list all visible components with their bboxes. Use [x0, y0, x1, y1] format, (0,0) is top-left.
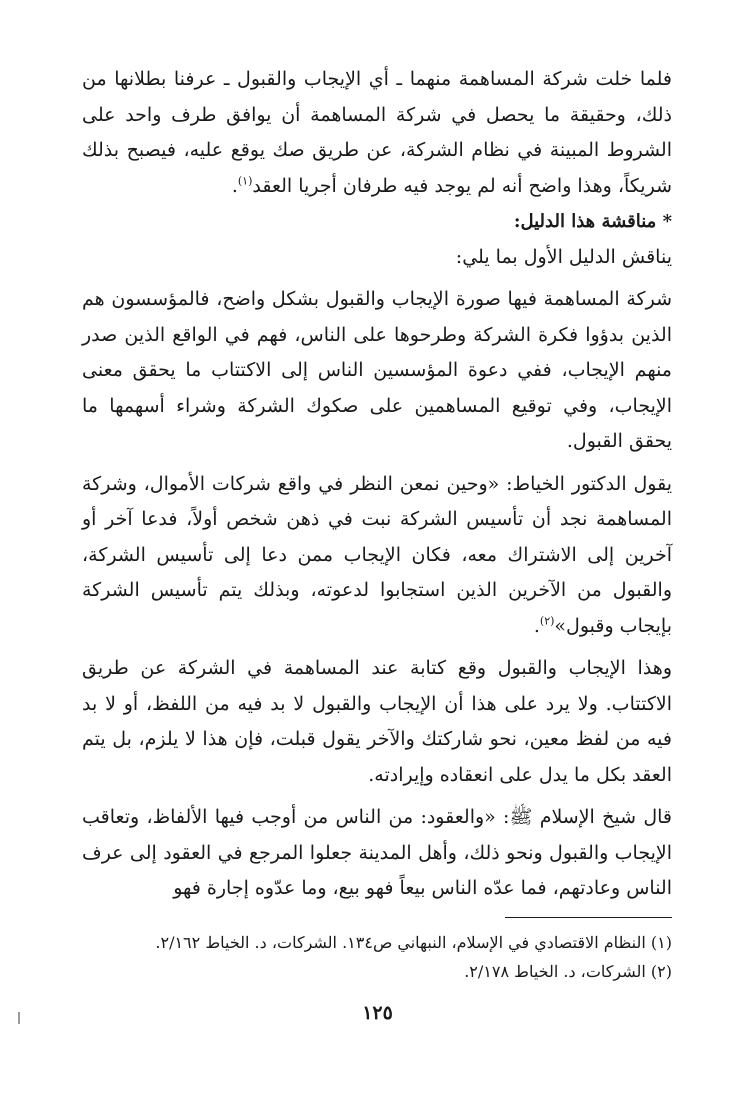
- paragraph-6: قال شيخ الإسلام ﷺ: «والعقود: من الناس من أوجب فيها الألفاظ، وتعاقب الإيجاب والقبول ونحو ذلك، وأهل المدينة جعلوا المرجع في العقود إلى عرف الناس وعادتهم، فما عدّه الناس بيعاً فهو بيع، وما عدّوه إجارة فهو: [82, 806, 672, 899]
- section-heading: * مناقشة هذا الدليل:: [513, 211, 672, 232]
- paragraph-5: وهذا الإيجاب والقبول وقع كتابة عند المساهمة في الشركة عن طريق الاكتتاب. ولا يرد على هذا أن الإيجاب والقبول لا بد فيه من اللفظ، أو لا بد فيه من لفظ معين، نحو شاركتك والآخر يقول قبلت، فإن هذا لا يلزم، بل يتم العقد بكل ما يدل على انعقاده وإيرادته.: [82, 657, 672, 786]
- footnotes: [82, 928, 672, 986]
- footnote-ref-2: (٢): [539, 614, 555, 628]
- footnote-ref-1: (١): [237, 174, 253, 188]
- paragraph-1-text: فلما خلت شركة المساهمة منهما ـ أي الإيجاب والقبول ـ عرفنا بطلانها من ذلك، وحقيقة ما يحصل في شركة المساهمة أن يوافق طرف واحد على الشروط المبينة في نظام الشركة، عن طريق صك يوقع عليه، فيصبح بذلك شريكاً، وهذا واضح أنه لم يوجد فيه طرفان أجريا العقد: [82, 68, 672, 197]
- paragraph-4: [82, 467, 672, 645]
- page-body: [82, 62, 672, 907]
- paragraph-3: شركة المساهمة فيها صورة الإيجاب والقبول بشكل واضح، فالمؤسسون هم الذين بدؤوا فكرة الشركة وطرحوها على الناس، فهم في الواقع الذين صدر منهم الإيجاب، ففي دعوة المؤسسين الناس إلى الاكتتاب ما يحقق معنى الإيجاب، وفي توقيع المساهمين على صكوك الشركة وشراء أسهمها ما يحقق القبول.: [82, 288, 672, 452]
- footnote-2: (٢) الشركات، د. الخياط ٢/١٧٨.: [464, 962, 672, 981]
- page-number: ١٢٥: [362, 1002, 393, 1024]
- scan-edge-mark: [18, 1012, 20, 1024]
- paragraph-1: [82, 62, 672, 204]
- paragraph-1-end: .: [231, 174, 238, 197]
- footnote-1: (١) النظام الاقتصادي في الإسلام، النبهاني ص١٣٤. الشركات، د. الخياط ٢/١٦٢.: [155, 933, 672, 952]
- footnote-divider: [505, 917, 672, 918]
- paragraph-2: يناقش الدليل الأول بما يلي:: [455, 245, 672, 268]
- paragraph-4-text: يقول الدكتور الخياط: «وحين نمعن النظر في واقع شركات الأموال، وشركة المساهمة نجد أن تأسيس الشركة نبت في ذهن شخص أولاً، فدعا آخر أو آخرين إلى الاشتراك معه، فكان الإيجاب ممن دعا إلى تأسيس الشركة، والقبول من الآخرين الذين استجابوا لدعوته، وبذلك يتم تأسيس الشركة بإيجاب وقبول»: [82, 472, 672, 637]
- paragraph-4-end: .: [533, 614, 540, 637]
